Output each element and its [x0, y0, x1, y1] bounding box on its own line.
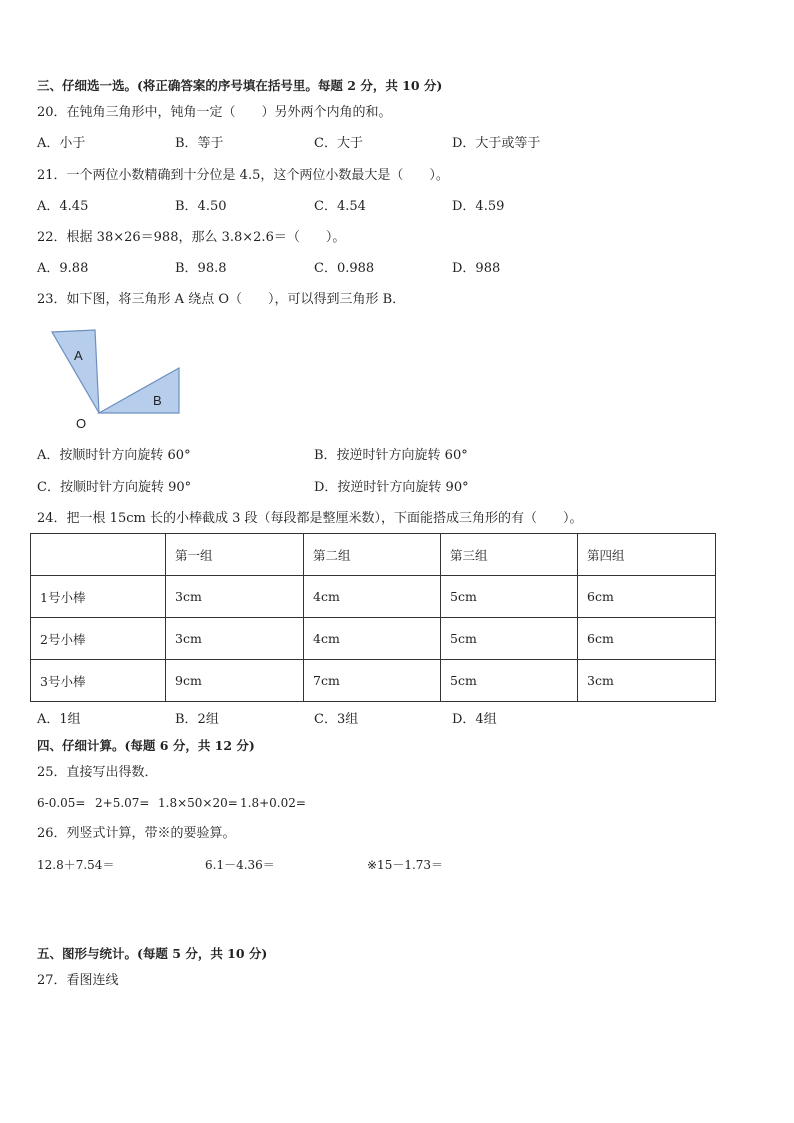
table-header-cell: 第一组 [166, 534, 304, 576]
q27-stem: 27．看图连线 [37, 973, 119, 988]
sticks-table [30, 533, 716, 702]
table-header-cell: 第二组 [304, 534, 441, 576]
table-cell: 9cm [166, 660, 304, 702]
section4-title: 四、仔细计算。(每题 6 分，共 12 分) [37, 738, 255, 753]
table-cell: 3cm [166, 618, 304, 660]
q25-stem: 25．直接写出得数． [37, 765, 158, 780]
q25-item: 1.8×50×20= [158, 796, 238, 810]
q24-option-b: B．2组 [175, 712, 219, 727]
table-header-cell [31, 534, 166, 576]
table-header-row [31, 534, 716, 576]
q25-item: 1.8+0.02= [240, 796, 306, 810]
q20-option-d: D．大于或等于 [452, 136, 541, 151]
label-a: A [74, 348, 83, 363]
q20-option-a: A．小于 [37, 136, 86, 151]
table-cell: 4cm [304, 576, 441, 618]
q21-option-b: B．4.50 [175, 199, 227, 214]
q25-item: 6-0.05= [37, 796, 86, 810]
q26-stem: 26．列竖式计算，带※的要验算。 [37, 826, 236, 841]
q23-option-d: D．按逆时针方向旋转 90° [314, 480, 469, 495]
table-cell: 7cm [304, 660, 441, 702]
table-cell: 1号小棒 [31, 576, 166, 618]
q21-stem: 21．一个两位小数精确到十分位是 4.5，这个两位小数最大是（ ）。 [37, 168, 449, 183]
q20-stem: 20．在钝角三角形中，钝角一定（ ）另外两个内角的和。 [37, 105, 392, 120]
label-o: O [76, 416, 87, 431]
triangle-a [52, 330, 99, 413]
q23-option-a: A．按顺时针方向旋转 60° [37, 448, 191, 463]
q22-option-b: B．98.8 [175, 261, 227, 276]
table-cell: 3cm [166, 576, 304, 618]
table-row [31, 576, 716, 618]
q21-option-c: C．4.54 [314, 199, 366, 214]
q22-option-a: A．9.88 [37, 261, 89, 276]
q20-option-c: C．大于 [314, 136, 363, 151]
q24-option-d: D．4组 [452, 712, 497, 727]
q24-stem: 24．把一根 15cm 长的小棒截成 3 段（每段都是整厘米数），下面能搭成三角形的有（ ）。 [37, 511, 583, 526]
q26-item: ※15－1.73＝ [367, 858, 444, 872]
q22-stem: 22．根据 38×26＝988，那么 3.8×2.6＝（ ）。 [37, 230, 346, 245]
table-cell: 5cm [441, 618, 578, 660]
q23-option-c: C．按顺时针方向旋转 90° [37, 480, 192, 495]
triangle-b [99, 368, 179, 413]
table-cell: 5cm [441, 576, 578, 618]
q23-stem: 23．如下图，将三角形 A 绕点 O（ ），可以得到三角形 B． [37, 292, 406, 307]
table-row [31, 618, 716, 660]
table-row [31, 660, 716, 702]
q23-option-b: B．按逆时针方向旋转 60° [314, 448, 468, 463]
table-cell: 2号小棒 [31, 618, 166, 660]
table-cell: 6cm [578, 576, 716, 618]
q22-option-d: D．988 [452, 261, 501, 276]
table-cell: 4cm [304, 618, 441, 660]
table-cell: 3号小棒 [31, 660, 166, 702]
table-header-cell: 第四组 [578, 534, 716, 576]
q25-item: 2+5.07= [95, 796, 150, 810]
section3-title: 三、仔细选一选。(将正确答案的序号填在括号里。每题 2 分，共 10 分) [37, 78, 443, 93]
q24-option-c: C．3组 [314, 712, 359, 727]
rotation-figure [48, 326, 188, 436]
table-header-cell: 第三组 [441, 534, 578, 576]
q26-item: 12.8＋7.54＝ [37, 858, 115, 872]
q26-item: 6.1－4.36＝ [205, 858, 275, 872]
q20-option-b: B．等于 [175, 136, 224, 151]
q21-option-d: D．4.59 [452, 199, 505, 214]
label-b: B [153, 393, 162, 408]
table-cell: 5cm [441, 660, 578, 702]
q22-option-c: C．0.988 [314, 261, 375, 276]
section5-title: 五、图形与统计。(每题 5 分，共 10 分) [37, 946, 268, 961]
table-cell: 3cm [578, 660, 716, 702]
q24-option-a: A．1组 [37, 712, 81, 727]
table-cell: 6cm [578, 618, 716, 660]
q21-option-a: A．4.45 [37, 199, 89, 214]
